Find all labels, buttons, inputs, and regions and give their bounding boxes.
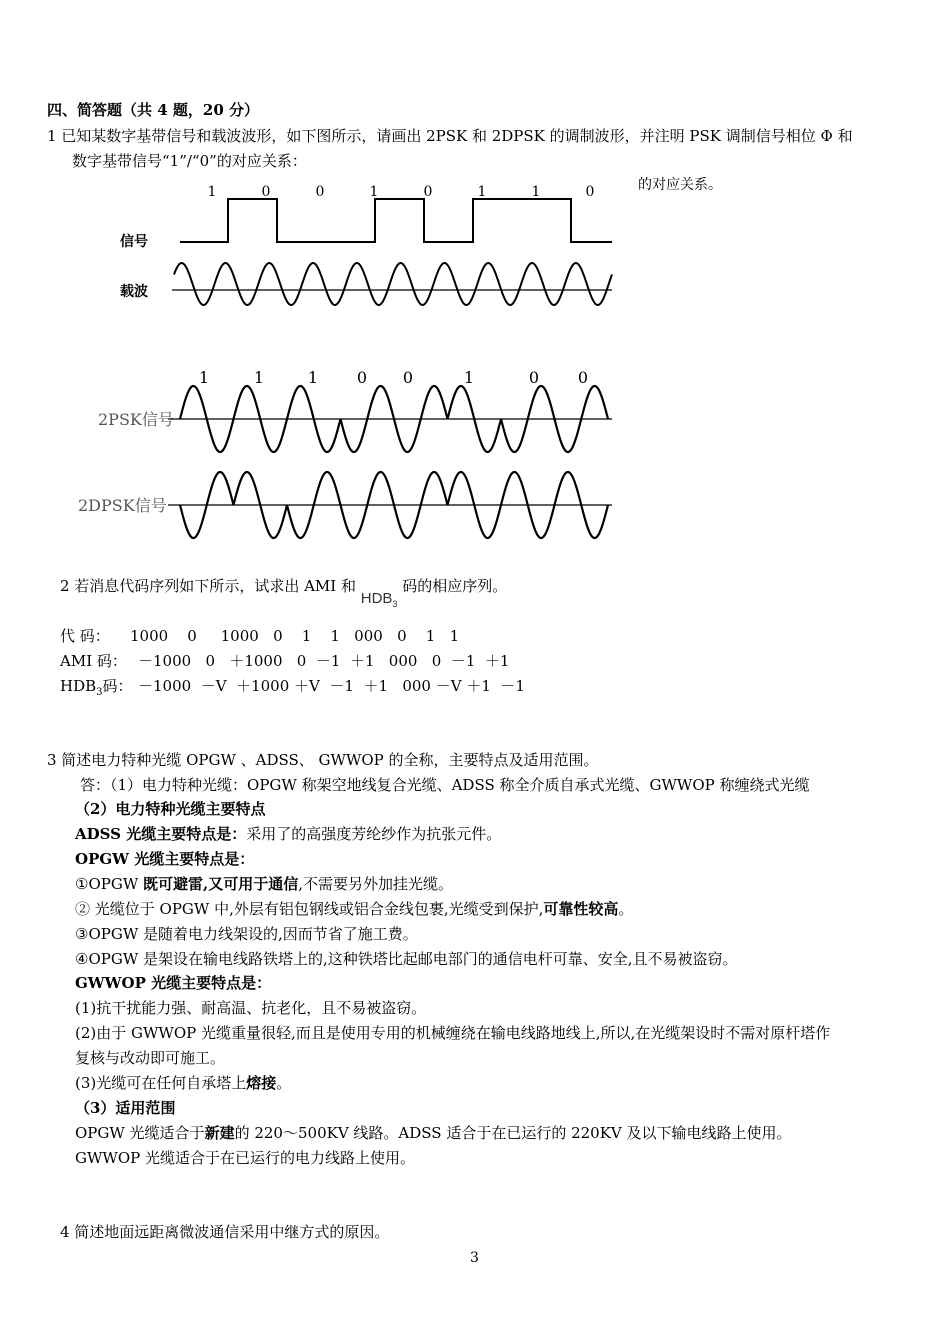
scope-line-1	[75, 1123, 792, 1143]
gwwop-feature-1: (1)抗干扰能力强、耐高温、抗老化，且不易被盗窃。	[75, 999, 427, 1017]
opgw-feature-4: ④OPGW 是架设在输电线路铁塔上的,这种铁塔比起邮电部门的通信电杆可靠、安全,且不易被盗窃。	[75, 950, 738, 968]
modulation-bit-label: 1	[307, 368, 319, 387]
opgw-feature-1-b: 既可避雷,又可用于通信	[143, 875, 299, 893]
modulation-bit-label: 1	[198, 368, 210, 387]
code-row	[60, 626, 459, 646]
page-number: 3	[470, 1250, 479, 1266]
hdb3-formula-sub: 3	[392, 599, 398, 609]
hdb3-label-main: HDB	[60, 677, 97, 695]
question-3-heading-2: （2）电力特种光缆主要特点	[75, 800, 266, 818]
question-3-heading-3: （3）适用范围	[75, 1099, 176, 1117]
modulation-bit-label: 1	[463, 368, 475, 387]
gwwop-feature-head: GWWOP 光缆主要特点是：	[75, 974, 272, 992]
hdb3-formula-main: HDB	[360, 590, 393, 607]
question-2-prompt	[60, 576, 508, 609]
opgw-feature-2-a: ② 光缆位于 OPGW 中,外层有铝包钢线或铝合金线包裹,光缆受到保护,	[75, 900, 544, 918]
ami-row-value: －1000 0 ＋1000 0 －1 ＋1 000 0 －1 ＋1	[138, 652, 510, 670]
hdb3-label-tail: 码：	[102, 677, 133, 695]
modulation-bit-label: 0	[402, 368, 414, 387]
signal-bit-label: 1	[531, 184, 541, 200]
gwwop-feature-3	[75, 1073, 291, 1093]
caption-overlap-mask	[125, 176, 635, 182]
scope-line-1-b: 新建	[204, 1124, 235, 1142]
gwwop-feature-3-a: (3)光缆可在任何自承塔上	[75, 1074, 247, 1092]
signal-bit-label: 1	[207, 184, 217, 200]
dpsk-signal-label: 2DPSK信号	[78, 496, 167, 515]
hdb3-row	[60, 676, 525, 703]
modulation-bit-label: 0	[356, 368, 368, 387]
adss-feature-head: ADSS 光缆主要特点是：	[75, 825, 247, 843]
gwwop-feature-3-c: 。	[276, 1074, 292, 1092]
question-2-prompt-a: 2 若消息代码序列如下所示，试求出 AMI 和	[60, 577, 356, 595]
opgw-feature-1	[75, 874, 453, 894]
baseband-signal-wave	[180, 199, 612, 242]
hdb3-inline-formula	[361, 590, 398, 607]
opgw-feature-1-a: ①OPGW	[75, 875, 144, 893]
question-3-answer-1: 答：（1）电力特种光缆：OPGW 称架空地线复合光缆、ADSS 称全介质自承式光缆、GWWOP 称缠绕式光缆	[80, 776, 810, 794]
psk-wave	[180, 386, 608, 452]
question-1-line-2: 数字基带信号“1”/“0”的对应关系：	[72, 152, 307, 170]
question-2-prompt-b: 码的相应序列。	[402, 577, 508, 595]
gwwop-feature-2-b: 复核与改动即可施工。	[75, 1049, 226, 1067]
signal-bit-label: 0	[585, 184, 595, 200]
modulation-bit-label: 0	[577, 368, 589, 387]
question-4-prompt: 4 简述地面远距离微波通信采用中继方式的原因。	[60, 1223, 390, 1241]
psk-signal-label: 2PSK信号	[98, 410, 174, 429]
modulation-bit-labels	[199, 368, 588, 387]
gwwop-feature-3-b: 熔接	[246, 1074, 277, 1092]
opgw-feature-head: OPGW 光缆主要特点是：	[75, 850, 255, 868]
opgw-feature-2-b: 可靠性较高	[543, 900, 619, 918]
carrier-label: 载波	[120, 284, 148, 300]
section-title: 四、简答题（共 4 题，20 分）	[47, 101, 259, 119]
modulation-bit-label: 1	[253, 368, 265, 387]
opgw-feature-2-c: 。	[618, 900, 634, 918]
ami-row-label: AMI 码：	[60, 652, 127, 670]
signal-bit-label: 1	[369, 184, 379, 200]
scope-line-1-c: 的 220～500KV 线路。ADSS 适合于在已运行的 220KV 及以下输电线路上使用。	[234, 1124, 792, 1142]
signal-bit-label: 0	[261, 184, 271, 200]
opgw-feature-2	[75, 899, 633, 919]
carrier-wave	[174, 263, 612, 305]
dpsk-wave	[180, 472, 608, 538]
modulation-bit-label: 0	[528, 368, 540, 387]
adss-feature-line	[75, 824, 501, 844]
question-1-overlap-tail: 的对应关系。	[638, 177, 722, 193]
scope-line-1-a: OPGW 光缆适合于	[75, 1124, 205, 1142]
scope-line-2: GWWOP 光缆适合于在已运行的电力线路上使用。	[75, 1149, 415, 1167]
signal-bit-label: 1	[477, 184, 487, 200]
adss-feature-text: 采用了的高强度芳纶纱作为抗张元件。	[246, 825, 502, 843]
ami-row	[60, 651, 509, 671]
gwwop-feature-2-a: (2)由于 GWWOP 光缆重量很轻,而且是使用专用的机械缠绕在输电线路地线上,所以,在光缆架设时不需对原杆塔作	[75, 1024, 831, 1042]
hdb3-row-label	[60, 676, 138, 703]
opgw-feature-1-c: ,不需要另外加挂光缆。	[298, 875, 454, 893]
signal-label: 信号	[120, 234, 148, 250]
code-row-label: 代 码：	[60, 627, 110, 645]
signal-bit-labels	[208, 184, 595, 200]
hdb3-label-sub: 3	[96, 687, 103, 698]
signal-bit-label: 0	[315, 184, 325, 200]
opgw-feature-3: ③OPGW 是随着电力线架设的,因而节省了施工费。	[75, 925, 418, 943]
question-3-prompt: 3 简述电力特种光缆 OPGW 、ADSS、 GWWOP 的全称，主要特点及适用范围。	[47, 751, 599, 769]
signal-bit-label: 0	[423, 184, 433, 200]
question-1-line-1: 1 已知某数字基带信号和载波波形，如下图所示，请画出 2PSK 和 2DPSK 的调制波形，并注明 PSK 调制信号相位 Φ 和	[47, 127, 853, 145]
hdb3-row-value: －1000 －V ＋1000 ＋V －1 ＋1 000 －V ＋1 －1	[138, 677, 525, 695]
code-row-value: 1000 0 1000 0 1 1 000 0 1 1	[130, 627, 460, 645]
